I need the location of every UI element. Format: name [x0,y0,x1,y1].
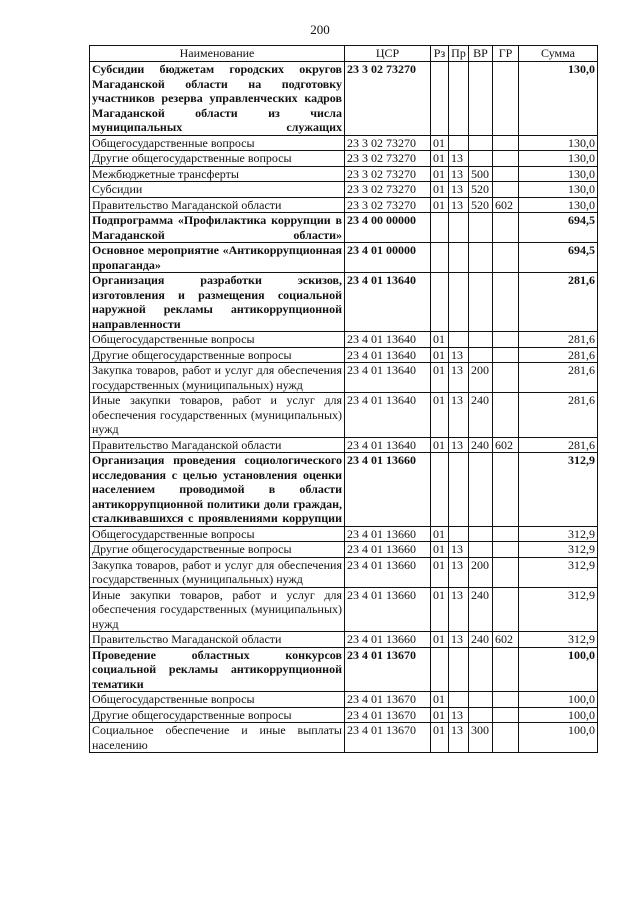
cell-pr: 13 [449,182,469,198]
cell-csr: 23 4 01 13640 [345,273,431,332]
cell-pr: 13 [449,542,469,558]
cell-csr: 23 4 01 13660 [345,542,431,558]
cell-csr: 23 3 02 73270 [345,197,431,213]
table-row [90,707,598,723]
cell-gr [493,166,519,182]
cell-gr [493,135,519,151]
header-name: Наименование [90,46,345,62]
cell-vr: 520 [469,197,493,213]
cell-csr: 23 4 01 13670 [345,723,431,753]
table-row [90,453,598,527]
cell-sum: 281,6 [519,437,598,453]
table-row [90,632,598,648]
cell-rz [431,273,449,332]
cell-vr: 240 [469,587,493,632]
cell-gr [493,151,519,167]
table-header-row [90,46,598,62]
cell-vr: 200 [469,557,493,587]
cell-pr [449,62,469,136]
cell-rz [431,213,449,243]
cell-sum: 100,0 [519,723,598,753]
table-row [90,135,598,151]
cell-sum: 130,0 [519,182,598,198]
cell-name: Иные закупки товаров, работ и услуг для обеспечения государственных (муниципальных) нужд [90,393,345,438]
cell-sum: 312,9 [519,453,598,527]
cell-vr [469,135,493,151]
cell-pr [449,692,469,708]
cell-pr: 13 [449,723,469,753]
cell-csr: 23 4 01 00000 [345,243,431,273]
cell-csr: 23 4 00 00000 [345,213,431,243]
table-body [90,62,598,753]
cell-rz: 01 [431,526,449,542]
cell-csr: 23 3 02 73270 [345,182,431,198]
cell-csr: 23 4 01 13660 [345,453,431,527]
table-row [90,243,598,273]
cell-vr: 500 [469,166,493,182]
cell-csr: 23 4 01 13640 [345,437,431,453]
header-pr: Пр [449,46,469,62]
cell-csr: 23 4 01 13670 [345,647,431,692]
cell-sum: 312,9 [519,542,598,558]
table-row [90,363,598,393]
cell-pr: 13 [449,707,469,723]
cell-vr: 240 [469,632,493,648]
cell-gr [493,647,519,692]
cell-pr [449,526,469,542]
cell-gr [493,347,519,363]
cell-pr: 13 [449,347,469,363]
cell-gr [493,707,519,723]
cell-gr [493,526,519,542]
cell-csr: 23 3 02 73270 [345,151,431,167]
cell-vr [469,273,493,332]
cell-vr: 520 [469,182,493,198]
cell-pr: 13 [449,557,469,587]
cell-rz: 01 [431,632,449,648]
cell-rz [431,62,449,136]
cell-vr [469,542,493,558]
cell-csr: 23 4 01 13640 [345,363,431,393]
cell-vr [469,151,493,167]
cell-pr: 13 [449,632,469,648]
cell-vr [469,647,493,692]
cell-vr [469,243,493,273]
cell-rz: 01 [431,332,449,348]
cell-rz: 01 [431,197,449,213]
cell-pr [449,647,469,692]
cell-name: Межбюджетные трансферты [90,166,345,182]
cell-vr: 240 [469,437,493,453]
table-row [90,332,598,348]
cell-gr [493,243,519,273]
cell-rz: 01 [431,692,449,708]
table-row [90,526,598,542]
cell-name: Другие общегосударственные вопросы [90,542,345,558]
cell-vr [469,707,493,723]
table-row [90,542,598,558]
cell-gr [493,332,519,348]
cell-sum: 694,5 [519,213,598,243]
cell-csr: 23 4 01 13670 [345,707,431,723]
cell-name: Субсидии [90,182,345,198]
cell-sum: 100,0 [519,692,598,708]
cell-name: Закупка товаров, работ и услуг для обеспечения государственных (муниципальных) нужд [90,557,345,587]
cell-csr: 23 4 01 13640 [345,332,431,348]
cell-name: Подпрограмма «Профилактика коррупции в Магаданской области» [90,213,345,243]
cell-gr: 602 [493,197,519,213]
cell-vr [469,526,493,542]
cell-gr [493,587,519,632]
cell-vr [469,347,493,363]
cell-rz: 01 [431,166,449,182]
cell-name: Социальное обеспечение и иные выплаты населению [90,723,345,753]
cell-pr: 13 [449,437,469,453]
cell-name: Правительство Магаданской области [90,437,345,453]
table-row [90,723,598,753]
cell-vr [469,453,493,527]
cell-name: Другие общегосударственные вопросы [90,151,345,167]
cell-rz: 01 [431,557,449,587]
table-row [90,587,598,632]
cell-pr: 13 [449,393,469,438]
cell-csr: 23 4 01 13640 [345,393,431,438]
cell-vr [469,213,493,243]
header-sum: Сумма [519,46,598,62]
cell-name: Общегосударственные вопросы [90,332,345,348]
cell-vr [469,332,493,348]
cell-rz: 01 [431,151,449,167]
table-row [90,213,598,243]
cell-pr [449,243,469,273]
cell-rz: 01 [431,542,449,558]
cell-pr [449,273,469,332]
cell-sum: 130,0 [519,135,598,151]
cell-rz: 01 [431,182,449,198]
cell-pr [449,135,469,151]
cell-sum: 130,0 [519,197,598,213]
cell-pr: 13 [449,363,469,393]
table-row [90,151,598,167]
cell-csr: 23 3 02 73270 [345,62,431,136]
table-row [90,197,598,213]
cell-rz: 01 [431,363,449,393]
page-number: 200 [310,22,330,37]
cell-rz [431,243,449,273]
cell-sum: 312,9 [519,557,598,587]
cell-pr [449,213,469,243]
table-row [90,166,598,182]
cell-name: Общегосударственные вопросы [90,692,345,708]
header-gr: ГР [493,46,519,62]
cell-name: Правительство Магаданской области [90,632,345,648]
cell-pr [449,453,469,527]
cell-sum: 312,9 [519,587,598,632]
cell-vr [469,692,493,708]
cell-name: Организация разработки эскизов, изготовления и размещения социальной наружной рекламы антикоррупционной направленности [90,273,345,332]
header-rz: Рз [431,46,449,62]
cell-sum: 281,6 [519,363,598,393]
cell-pr: 13 [449,166,469,182]
cell-gr [493,182,519,198]
table-row [90,437,598,453]
cell-rz: 01 [431,707,449,723]
cell-name: Другие общегосударственные вопросы [90,707,345,723]
cell-rz: 01 [431,723,449,753]
cell-rz [431,453,449,527]
cell-csr: 23 3 02 73270 [345,135,431,151]
cell-csr: 23 4 01 13670 [345,692,431,708]
cell-sum: 694,5 [519,243,598,273]
cell-name: Субсидии бюджетам городских округов Магаданской области на подготовку участников резерва управленческих кадров Магаданской области из числа муниципальных служащих [90,62,345,136]
cell-sum: 130,0 [519,166,598,182]
cell-sum: 312,9 [519,526,598,542]
cell-pr: 13 [449,587,469,632]
cell-rz: 01 [431,437,449,453]
cell-gr [493,542,519,558]
cell-gr [493,62,519,136]
cell-rz: 01 [431,393,449,438]
budget-table [89,45,598,753]
cell-rz [431,647,449,692]
cell-sum: 130,0 [519,151,598,167]
table-row [90,347,598,363]
cell-csr: 23 4 01 13660 [345,587,431,632]
cell-csr: 23 4 01 13660 [345,632,431,648]
cell-gr: 602 [493,437,519,453]
cell-vr: 200 [469,363,493,393]
cell-sum: 281,6 [519,393,598,438]
cell-name: Проведение областных конкурсов социальной рекламы антикоррупционной тематики [90,647,345,692]
cell-pr: 13 [449,151,469,167]
cell-sum: 100,0 [519,647,598,692]
header-vr: ВР [469,46,493,62]
cell-rz: 01 [431,135,449,151]
cell-sum: 281,6 [519,332,598,348]
cell-csr: 23 4 01 13640 [345,347,431,363]
cell-csr: 23 4 01 13660 [345,557,431,587]
cell-name: Иные закупки товаров, работ и услуг для обеспечения государственных (муниципальных) нужд [90,587,345,632]
cell-gr [493,692,519,708]
cell-pr: 13 [449,197,469,213]
cell-vr [469,62,493,136]
cell-vr: 300 [469,723,493,753]
cell-sum: 130,0 [519,62,598,136]
cell-gr [493,363,519,393]
cell-gr [493,393,519,438]
cell-name: Общегосударственные вопросы [90,135,345,151]
cell-name: Основное мероприятие «Антикоррупционная пропаганда» [90,243,345,273]
table-row [90,557,598,587]
cell-vr: 240 [469,393,493,438]
cell-gr [493,273,519,332]
table-row [90,692,598,708]
cell-sum: 100,0 [519,707,598,723]
table-row [90,647,598,692]
cell-gr: 602 [493,632,519,648]
cell-gr [493,453,519,527]
cell-name: Организация проведения социологического исследования с целью установления оценки населением проводимой в области антикоррупционной политики доли граждан, сталкивавшихся с проявлениями коррупции [90,453,345,527]
cell-gr [493,213,519,243]
table-row [90,182,598,198]
cell-rz: 01 [431,347,449,363]
cell-sum: 312,9 [519,632,598,648]
cell-name: Правительство Магаданской области [90,197,345,213]
cell-name: Закупка товаров, работ и услуг для обеспечения государственных (муниципальных) нужд [90,363,345,393]
cell-name: Другие общегосударственные вопросы [90,347,345,363]
cell-rz: 01 [431,587,449,632]
cell-sum: 281,6 [519,273,598,332]
cell-csr: 23 3 02 73270 [345,166,431,182]
cell-csr: 23 4 01 13660 [345,526,431,542]
cell-pr [449,332,469,348]
header-csr: ЦСР [345,46,431,62]
table-row [90,273,598,332]
cell-gr [493,557,519,587]
cell-sum: 281,6 [519,347,598,363]
cell-name: Общегосударственные вопросы [90,526,345,542]
cell-gr [493,723,519,753]
table-row [90,62,598,136]
table-row [90,393,598,438]
